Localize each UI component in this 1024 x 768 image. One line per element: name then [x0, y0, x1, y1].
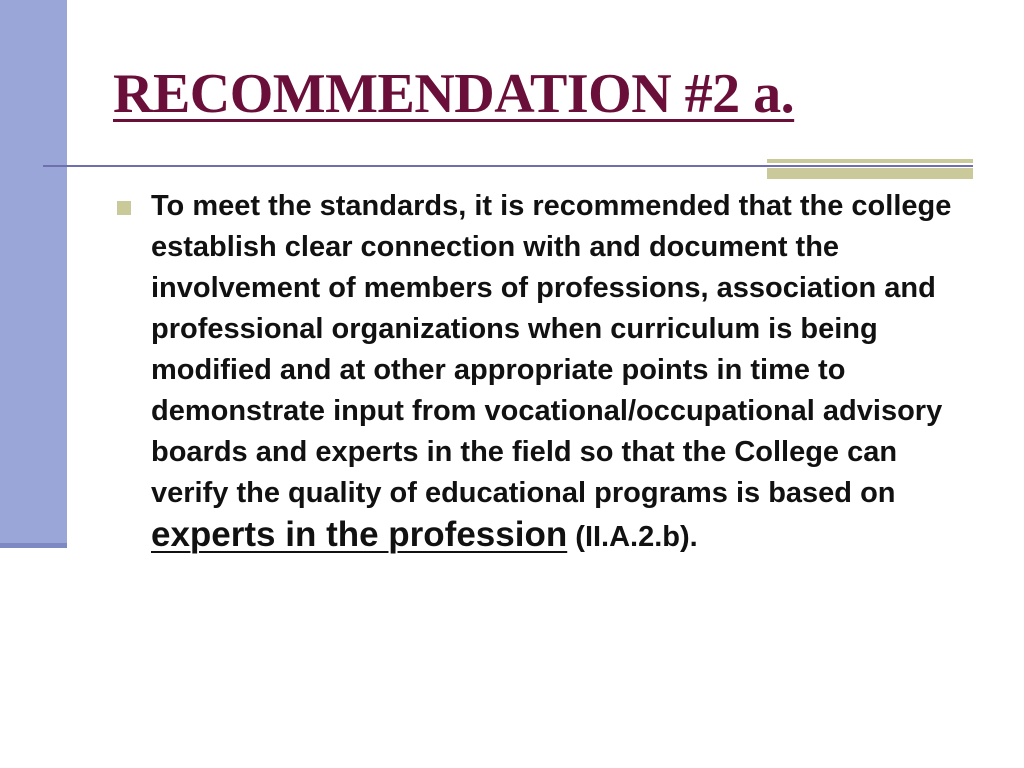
bullet-paragraph [151, 186, 963, 558]
left-decorative-bar [0, 0, 67, 547]
emphasis-phrase: experts in the profession [151, 515, 568, 554]
slide-title: RECOMMENDATION #2 a. [113, 63, 795, 125]
bullet-square-icon [117, 201, 131, 215]
paragraph-main-text: To meet the standards, it is recommended that the college establish clear connection with and document the involvement of members of professions, association and professional organizations when curriculum is being modified and at other appropriate points in time to demonstrate input from vocational/occupational advisory boards and experts in the field so that the College can verify the quality of educational programs is based on [151, 190, 952, 509]
accent-stripe-thin [767, 159, 973, 163]
accent-stripes [767, 159, 973, 179]
left-bar-bottom-edge [0, 543, 67, 548]
accent-stripe-thick [767, 168, 973, 179]
citation-reference: (II.A.2.b). [575, 521, 698, 553]
